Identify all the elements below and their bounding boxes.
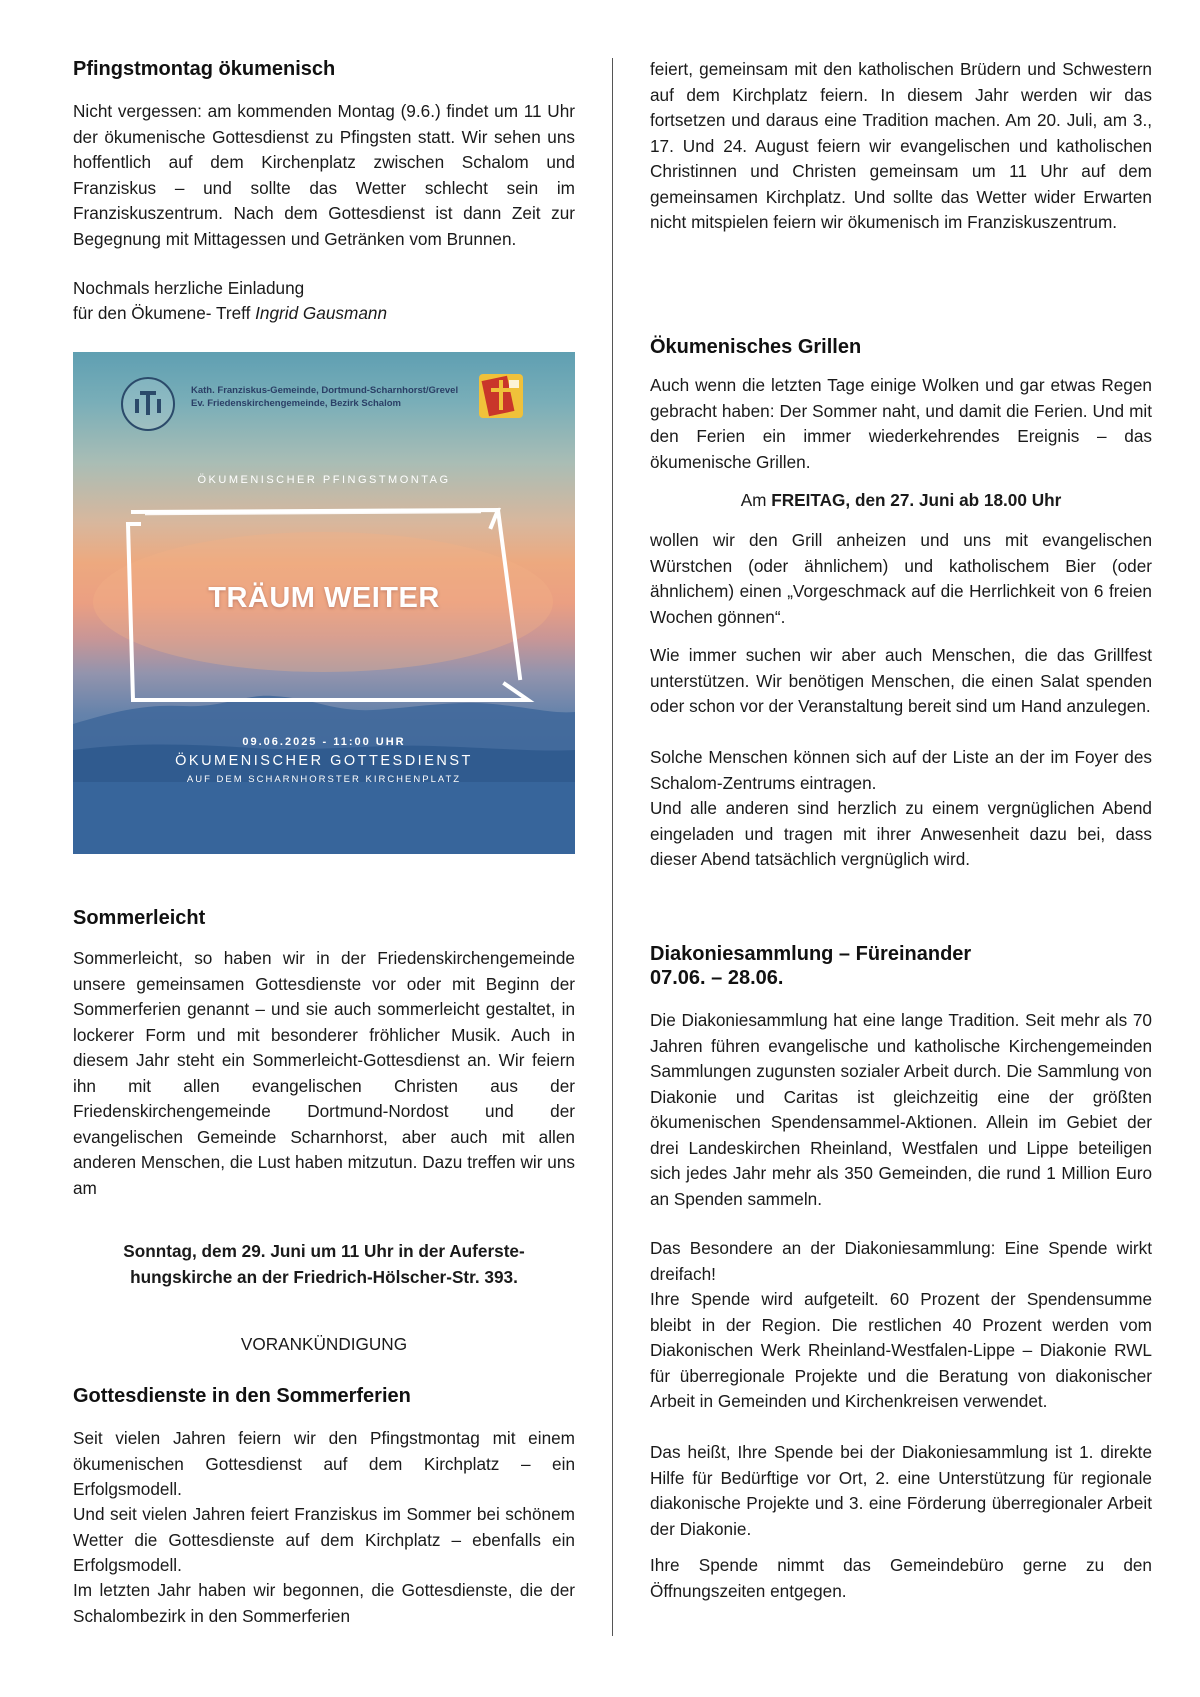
grillen-date: Am FREITAG, den 27. Juni ab 18.00 Uhr (740, 490, 1062, 510)
poster-location: AUF DEM SCHARNHORSTER KIRCHENPLATZ (186, 774, 462, 785)
sommerleicht-body: Sommerleicht, so haben wir in der Friedenskirchengemeinde unsere gemeinsamen Gottesdienste vor oder mit Beginn der Sommerferien genannt – und sie auch sommerleicht gestaltet, in lockerer Form und mit besonderer fröhlicher Musik. Auch in diesem Jahr steht ein Sommerleicht-Gottesdienst an. Wir feiern ihn mit allen evangelischen Christen aus der Friedenskirchengemeinde Dortmund-Nordost und der evangelischen Gemeinde Scharnhorst, aber auch mit allen anderen Menschen, die Lust haben mitzutun. Dazu treffen wir uns am (73, 948, 575, 1198)
event-poster (73, 352, 575, 854)
column-divider (612, 58, 613, 1636)
poster-title: TRÄUM WEITER (208, 582, 440, 614)
poster-event-name: ÖKUMENISCHER GOTTESDIENST (175, 753, 473, 769)
friedenskirche-logo-icon (479, 374, 523, 418)
grillen-para3a: Wie immer suchen wir aber auch Menschen, die das Grillfest unterstützen. Wir benötigen Menschen, die einen Salat spenden oder schon vor der Veranstaltung bereit sind um Hand anzulegen. (650, 645, 1152, 716)
invitation-signature-line: für den Ökumene- Treff Ingrid Gausmann (73, 303, 387, 323)
invitation-line: Nochmals herzliche Einladung (73, 278, 305, 298)
grillen-para3c: Und alle anderen sind herzlich zu einem vergnüglichen Abend eingeladen und tragen mit ihrer Anwesenheit dazu bei, dass dieser Abend tatsächlich vergnüglich wird. (650, 798, 1152, 869)
heading-pfingstmontag: Pfingstmontag ökumenisch (73, 58, 336, 80)
heading-oekumenisches-grillen: Ökumenisches Grillen (650, 336, 862, 358)
poster-organizers: Kath. Franziskus-Gemeinde, Dortmund-Scharnhorst/Grevel Ev. Friedenskirchengemeinde, Bezirk Schalom (191, 385, 459, 409)
pfingstmontag-body: Nicht vergessen: am kommenden Montag (9.6.) findet um 11 Uhr der ökumenische Gottesdienst zu Pfingsten statt. Wir sehen uns hoffentlich auf dem Kirchenplatz zwischen Schalom und Franziskus – und sollte das Wetter schlecht sein im Franziskuszentrum. Nach dem Gottesdienst ist dann Zeit zur Begegnung mit Mittagessen und Getränken vom Brunnen. (73, 101, 575, 249)
heading-sommerleicht: Sommerleicht (73, 907, 206, 929)
sommerferien-para2: Und seit vielen Jahren feiert Franziskus im Sommer bei schönem Wetter die Gottesdienste auf dem Kirchplatz – ebenfalls ein Erfolgsmodell. (73, 1504, 575, 1575)
diakonie-para3: Ihre Spende wird aufgeteilt. 60 Prozent der Spendensumme bleibt in der Region. Die restlichen 40 Prozent werden vom Diakonischen Werk Rheinland-Westfalen-Lippe – Diakonie RWL für überregionale Projekte und die Beratung von diakonischer Arbeit in Gemeinden und Kirchenkreisen verwendet. (650, 1289, 1152, 1411)
poster-date-time: 09.06.2025 - 11:00 UHR (242, 736, 406, 748)
grillen-para2: wollen wir den Grill anheizen und uns mit evangelischen Würstchen (oder ähnlichem) und katholischem Bier (oder ähnlichem) einen „Vorgeschmack auf die Herrlichkeit von 6 freien Wochen gönnen“. (650, 530, 1152, 627)
grillen-para3b: Solche Menschen können sich auf der Liste an der im Foyer des Schalom-Zentrums eintragen. (650, 747, 1152, 793)
grillen-para1: Auch wenn die letzten Tage einige Wolken und gar etwas Regen gebracht haben: Der Sommer naht, und damit die Ferien. Und mit den Ferien ein immer wiederkehrendes Ereignis – das ökumenische Grillen. (650, 375, 1152, 472)
diakonie-para5: Ihre Spende nimmt das Gemeindebüro gerne zu den Öffnungszeiten entgegen. (650, 1555, 1152, 1601)
diakonie-para2: Das Besondere an der Diakoniesammlung: Eine Spende wirkt dreifach! (650, 1238, 1152, 1284)
franziskus-gemeinde-logo-icon (121, 377, 175, 431)
sommerferien-continued-body: feiert, gemeinsam mit den katholischen Brüdern und Schwestern auf dem Kirchplatz feiern. In diesem Jahr werden wir das fortsetzen und daraus eine Tradition machen. Am 20. Juli, am 3., 17. Und 24. August feiern wir evangelischen und katholischen Christinnen und Christen gemeinsam um 11 Uhr auf dem gemeinsamen Kirchplatz. Und sollte das Wetter wider Erwarten nicht mitspielen feiern wir ökumenisch im Franziskuszentrum. (650, 59, 1152, 232)
diakonie-para4: Das heißt, Ihre Spende bei der Diakoniesammlung ist 1. direkte Hilfe für Bedürftige vor Ort, 2. eine Unterstützung für regionale diakonische Projekte und 3. eine Förderung überregionaler Arbeit der Diakonie. (650, 1442, 1152, 1539)
sommerferien-para1: Seit vielen Jahren feiern wir den Pfingstmontag mit einem ökumenischen Gottesdienst auf dem Kirchplatz – ein Erfolgsmodell. (73, 1428, 575, 1499)
heading-sommerferien-gottesdienste: Gottesdienste in den Sommerferien (73, 1385, 411, 1407)
sommerferien-para3: Im letzten Jahr haben wir begonnen, die Gottesdienste, die der Schalombezirk in den Sommerferien (73, 1580, 575, 1626)
heading-diakoniesammlung: Diakoniesammlung – Füreinander 07.06. – 28.06. (650, 943, 972, 989)
sommerleicht-date-highlight: Sonntag, dem 29. Juni um 11 Uhr in der Auferste- hungskirche an der Friedrich-Hölscher-Str. 393. (123, 1241, 525, 1287)
poster-subtitle: ÖKUMENISCHER PFINGSTMONTAG (197, 474, 451, 486)
kicker-vorankuendigung: VORANKÜNDIGUNG (240, 1334, 408, 1354)
grillen-date-bold: FREITAG, den 27. Juni ab 18.00 Uhr (771, 490, 1062, 510)
diakonie-para1: Die Diakoniesammlung hat eine lange Tradition. Seit mehr als 70 Jahren führen evangelische und katholische Kirchengemeinden Sammlungen zugunsten sozialer Arbeit durch. Die Sammlung von Diakonie und Caritas ist gleichzeitig eine der größten ökumenischen Spendensammel-Aktionen. Allein im Gebiet der drei Landeskirchen Rheinland, Westfalen und Lippe beteiligen sich jedes Jahr mehr als 350 Gemeinden, die rund 1 Million Euro an Spenden sammeln. (650, 1010, 1152, 1209)
signature-name: Ingrid Gausmann (255, 303, 387, 323)
